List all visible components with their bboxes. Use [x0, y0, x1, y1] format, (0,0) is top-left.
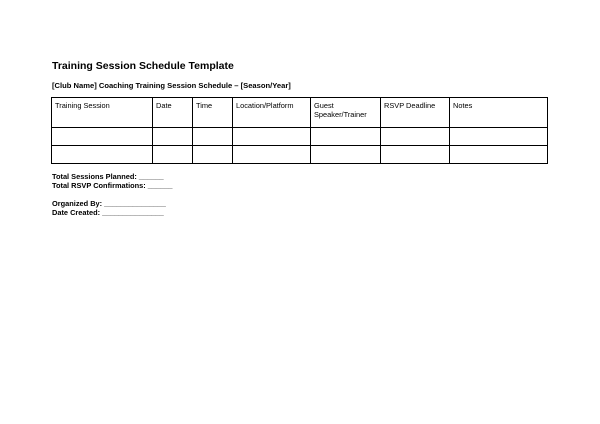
- column-header-guest-speaker-trainer: Guest Speaker/Trainer: [311, 98, 381, 128]
- date-created: Date Created: _______________: [52, 208, 164, 217]
- table-cell: [381, 146, 450, 164]
- column-header-date: Date: [153, 98, 193, 128]
- table-cell: [381, 128, 450, 146]
- schedule-table: [51, 97, 548, 164]
- table-cell: [193, 128, 233, 146]
- table-cell: [153, 128, 193, 146]
- table-cell: [52, 146, 153, 164]
- column-header-rsvp-deadline: RSVP Deadline: [381, 98, 450, 128]
- table-cell: [233, 146, 311, 164]
- table-cell: [311, 146, 381, 164]
- table-cell: [52, 128, 153, 146]
- table-cell: [311, 128, 381, 146]
- table-row: [52, 146, 548, 164]
- table-header-row: [52, 98, 548, 128]
- column-header-location-platform: Location/Platform: [233, 98, 311, 128]
- table-cell: [233, 128, 311, 146]
- summary-section: [52, 172, 172, 190]
- organized-by: Organized By: _______________: [52, 199, 166, 208]
- document-title: Training Session Schedule Template: [52, 60, 234, 72]
- table-cell: [450, 128, 548, 146]
- total-rsvp-confirmations: Total RSVP Confirmations: ______: [52, 181, 173, 190]
- table-cell: [193, 146, 233, 164]
- table-cell: [450, 146, 548, 164]
- total-sessions-planned: Total Sessions Planned: ______: [52, 172, 164, 181]
- column-header-time: Time: [193, 98, 233, 128]
- document-subtitle: [Club Name] Coaching Training Session Schedule – [Season/Year]: [52, 81, 291, 90]
- table-cell: [153, 146, 193, 164]
- column-header-notes: Notes: [450, 98, 548, 128]
- footer-section: [52, 199, 166, 217]
- table-row: [52, 128, 548, 146]
- column-header-training-session: Training Session: [52, 98, 153, 128]
